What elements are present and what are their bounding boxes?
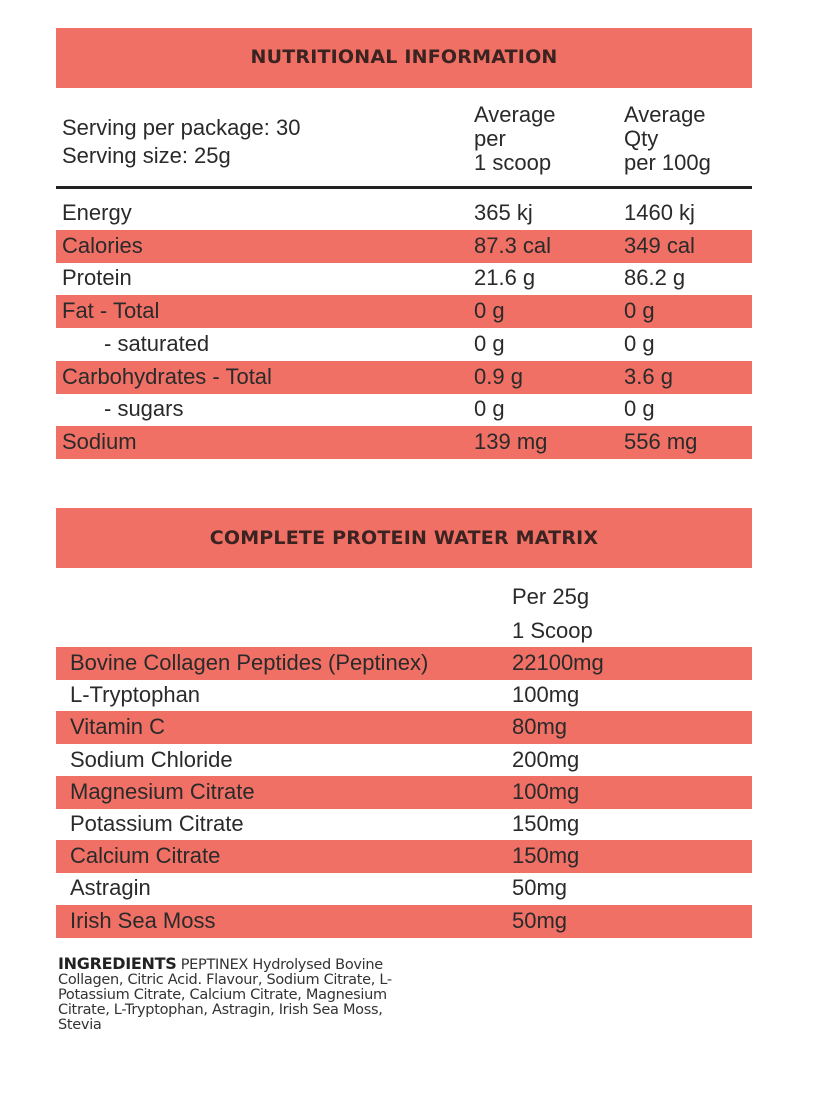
nutrient-per-100g: 556 mg [624, 428, 698, 454]
ingredient-name: Sodium Chloride [70, 746, 233, 772]
nutrient-per-100g: 3.6 g [624, 363, 673, 389]
nutrient-per-100g: 0 g [624, 330, 655, 356]
nutrient-per-scoop: 0 g [474, 396, 505, 422]
ingredients-label: INGREDIENTS [58, 954, 177, 973]
ingredient-amount: 80mg [512, 714, 568, 740]
ingredient-amount: 100mg [512, 778, 580, 804]
matrix-title: COMPLETE PROTEIN WATER MATRIX [209, 527, 599, 549]
ingredient-amount: 22100mg [512, 650, 604, 675]
ingredient-amount: 100mg [512, 682, 580, 708]
serving-size: Serving size: 25g [62, 143, 231, 168]
nutrient-per-scoop: 0 g [474, 330, 505, 356]
nutrition-title: NUTRITIONAL INFORMATION [250, 46, 558, 68]
ingredient-name: Magnesium Citrate [70, 778, 255, 804]
ingredients-text: PEPTINEX Hydrolysed Bovine Collagen, Citric Acid. Flavour, Sodium Citrate, L- Potassium Citrate, Calcium Citrate, Magnesium Citrate, L-Tryptophan, Astragin, Irish Sea Moss, Stevia [58, 957, 392, 1033]
nutrient-name: - saturated [104, 330, 210, 356]
col-per-100g-header: Average Qty per 100g [624, 102, 711, 175]
ingredient-amount: 200mg [512, 746, 580, 772]
col-per-scoop-header: Average per 1 scoop [474, 102, 556, 175]
ingredients-block [58, 956, 418, 1033]
ingredient-amount: 150mg [512, 811, 580, 836]
nutrient-name: Fat - Total [62, 298, 160, 324]
ingredient-name: Potassium Citrate [70, 811, 244, 836]
nutrient-name: Carbohydrates - Total [62, 363, 272, 389]
nutrient-name: Sodium [62, 428, 137, 454]
nutrient-name: - sugars [104, 396, 184, 422]
nutrient-per-scoop: 21.6 g [474, 265, 536, 291]
ingredient-name: Bovine Collagen Peptides (Peptinex) [70, 650, 429, 675]
ingredient-name: Calcium Citrate [70, 843, 221, 869]
ingredient-name: L-Tryptophan [70, 682, 201, 708]
nutrient-per-scoop: 139 mg [474, 428, 548, 454]
nutrient-per-scoop: 0.9 g [474, 363, 523, 389]
nutrient-per-100g: 0 g [624, 298, 655, 324]
ingredient-amount: 50mg [512, 907, 568, 933]
nutrient-per-100g: 1460 kj [624, 200, 695, 225]
nutrient-per-100g: 0 g [624, 396, 655, 422]
nutrient-per-100g: 349 cal [624, 232, 695, 258]
nutrient-per-scoop: 0 g [474, 298, 505, 324]
ingredient-name: Vitamin C [70, 714, 165, 740]
ingredient-amount: 50mg [512, 875, 568, 901]
header-divider [56, 186, 752, 189]
nutrient-name: Energy [62, 200, 132, 225]
ingredient-amount: 150mg [512, 843, 580, 869]
ingredient-name: Astragin [70, 875, 151, 901]
nutrient-per-scoop: 87.3 cal [474, 232, 552, 258]
matrix-col-header: Per 25g 1 Scoop [512, 584, 593, 643]
nutrient-per-100g: 86.2 g [624, 265, 686, 291]
nutrient-name: Protein [62, 265, 132, 291]
serving-per-package: Serving per package: 30 [62, 115, 301, 140]
nutrient-name: Calories [62, 232, 143, 258]
nutrient-per-scoop: 365 kj [474, 200, 533, 225]
ingredient-name: Irish Sea Moss [70, 907, 216, 933]
